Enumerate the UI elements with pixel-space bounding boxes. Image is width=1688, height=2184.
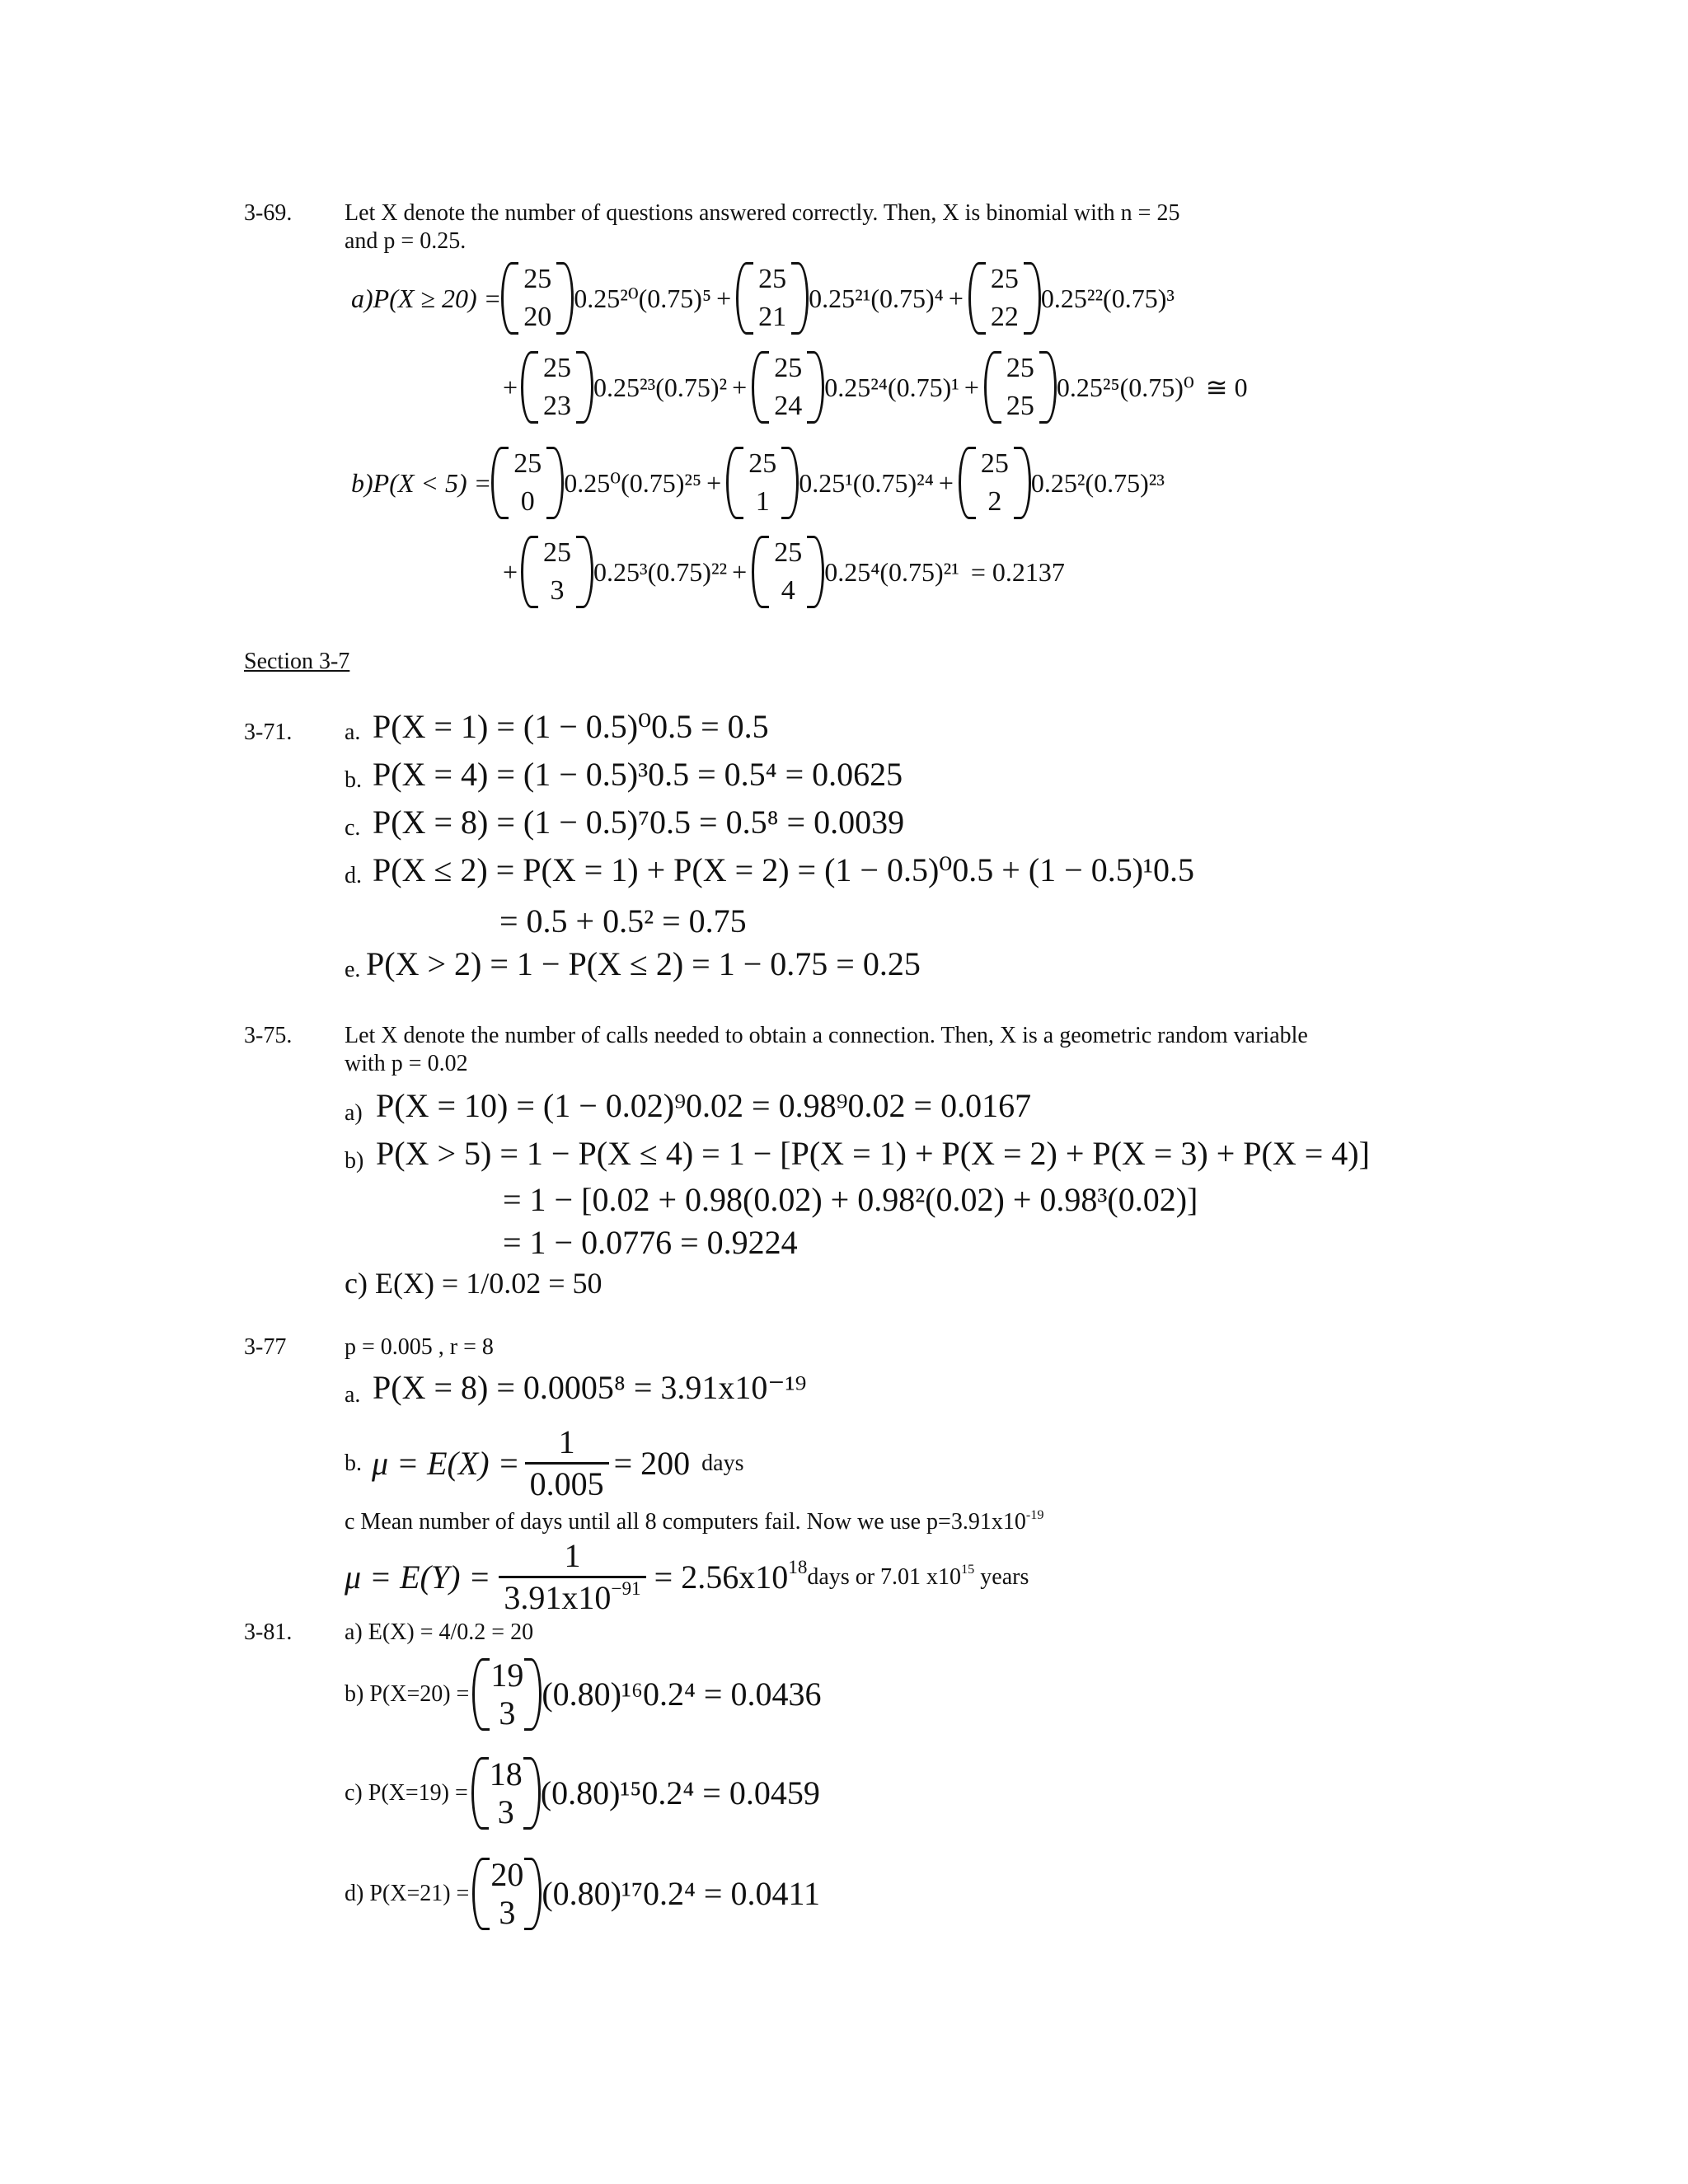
equation-3-75a: P(X = 10) = (1 − 0.02)⁹0.02 = 0.98⁹0.02 = 0.0167 [376, 1087, 1032, 1124]
binomial-coefficient: 25 25 [984, 349, 1057, 425]
result-value: = 200 [613, 1444, 691, 1482]
fraction: $\frac{1}{0.005}$ [525, 1422, 609, 1504]
binomial-coefficient: 25 0 [491, 445, 564, 521]
part-label: e. [345, 957, 361, 982]
binomial-coefficient: 25 4 [752, 534, 824, 610]
problem-number-3-69: 3-69. [244, 200, 293, 226]
equation-3-77b [345, 1422, 743, 1504]
binomial-term: (0.80)¹⁷0.2⁴ = 0.0411 [542, 1875, 820, 1912]
fraction: $\frac{1}{3.91x10^{-91}}$ [499, 1536, 645, 1618]
binomial-term: 0.25²⁵(0.75)⁰ [1056, 373, 1194, 402]
part-label: b. [345, 767, 362, 793]
part-label: b) [345, 1148, 364, 1174]
binomial-coefficient: 25 24 [752, 349, 824, 425]
equation-3-81b [345, 1657, 821, 1732]
binomial-term: 0.25²²(0.75)³ [1040, 283, 1175, 313]
problem-number-3-75: 3-75. [244, 1023, 293, 1048]
problem-number-3-77: 3-77 [244, 1334, 287, 1360]
equation-3-75b-cont2: = 1 − 0.0776 = 0.9224 [503, 1224, 798, 1261]
equation-3-69a-row1: a)P(X ≥ 20) = 25 20 0.25²⁰(0.75)⁵ + 25 21 0.25²¹(0.75)⁴ + 25 22 0.25²²(0.75)³ [351, 260, 1175, 336]
equation-3-69b-row1: b)P(X < 5) = 25 0 0.25⁰(0.75)²⁵ + 25 1 0.25¹(0.75)²⁴ + 25 2 0.25²(0.75)²³ [351, 445, 1165, 521]
part-label: b. [345, 1450, 362, 1476]
binomial-coefficient: 25 23 [521, 349, 593, 425]
equation-3-77a: P(X = 8) = 0.0005⁸ = 3.91x10⁻¹⁹ [373, 1369, 807, 1406]
problem-3-77-params: p = 0.005 , r = 8 [345, 1334, 494, 1360]
equation-3-71e: P(X > 2) = 1 − P(X ≤ 2) = 1 − 0.75 = 0.25 [366, 945, 921, 982]
binomial-term: (0.80)¹⁵0.2⁴ = 0.0459 [540, 1774, 820, 1811]
binomial-coefficient: 25 2 [959, 445, 1031, 521]
binomial-coefficient: 25 3 [521, 534, 593, 610]
problem-3-69-intro-line1: Let X denote the number of questions answered correctly. Then, X is binomial with n = 25 [345, 200, 1180, 226]
equation-3-71a: P(X = 1) = (1 − 0.5)⁰0.5 = 0.5 [373, 708, 769, 745]
binomial-coefficient: 20 3 [472, 1856, 542, 1932]
part-label: c. [345, 815, 361, 841]
equation-3-75b: P(X > 5) = 1 − P(X ≤ 4) = 1 − [P(X = 1) + P(X = 2) + P(X = 3) + P(X = 4)] [376, 1135, 1370, 1172]
equation-3-71b: P(X = 4) = (1 − 0.5)³0.5 = 0.5⁴ = 0.0625 [373, 756, 903, 793]
result-value: = 0.2137 [970, 556, 1065, 587]
binomial-term: 0.25⁴(0.75)²¹ [824, 556, 959, 587]
binomial-term: 0.25¹(0.75)²⁴ [799, 467, 934, 498]
equation-lhs: b)P(X < 5) = [351, 467, 492, 498]
unit-label: days [701, 1450, 744, 1476]
equation-3-77c [345, 1536, 1029, 1618]
part-label: c) P(X=19) = [345, 1780, 468, 1806]
binomial-term: 0.25²¹(0.75)⁴ [809, 283, 944, 313]
problem-number-3-81: 3-81. [244, 1619, 293, 1645]
equation-lhs: a)P(X ≥ 20) = [351, 283, 502, 313]
binomial-term: 0.25⁰(0.75)²⁵ [564, 468, 702, 498]
binomial-coefficient: 25 20 [501, 260, 574, 336]
binomial-term: 0.25²(0.75)²³ [1030, 467, 1165, 498]
binomial-coefficient: 18 3 [471, 1755, 541, 1831]
unit-label: days or 7.01 $x10^{15}$ years [807, 1562, 1029, 1590]
part-label: d) P(X=21) = [345, 1881, 470, 1906]
part-label: a. [345, 1382, 361, 1408]
equation-lhs: μ = E(Y) = [345, 1558, 491, 1596]
binomial-term: 0.25²⁰(0.75)⁵ [574, 284, 712, 313]
part-label: b) P(X=20) = [345, 1681, 470, 1707]
problem-number-3-71: 3-71. [244, 719, 293, 745]
binomial-coefficient: 25 22 [968, 260, 1041, 336]
binomial-term: 0.25²⁴(0.75)¹ [824, 372, 959, 402]
binomial-term: 0.25²³(0.75)² [593, 372, 728, 402]
equation-3-81c [345, 1755, 820, 1831]
equation-3-69b-row2: + 25 3 0.25³(0.75)²² + 25 4 0.25⁴(0.75)²¹ = 0.2137 [503, 534, 1065, 610]
binomial-term: (0.80)¹⁶0.2⁴ = 0.0436 [542, 1675, 822, 1713]
part-label: d. [345, 863, 362, 888]
problem-3-69-intro-line2: and p = 0.25. [345, 228, 467, 254]
problem-3-75-intro-line1: Let X denote the number of calls needed to obtain a connection. Then, X is a geometric random variable [345, 1023, 1308, 1048]
equation-3-81d [345, 1856, 820, 1932]
section-heading: Section 3-7 [244, 649, 350, 674]
equation-3-71c: P(X = 8) = (1 − 0.5)⁷0.5 = 0.5⁸ = 0.0039 [373, 804, 905, 841]
approx-zero: ≅ 0 [1205, 373, 1248, 402]
equation-3-71d: P(X ≤ 2) = P(X = 1) + P(X = 2) = (1 − 0.5)⁰0.5 + (1 − 0.5)¹0.5 [373, 851, 1195, 888]
equation-3-69a-row2: + 25 23 0.25²³(0.75)² + 25 24 0.25²⁴(0.75)¹ + 25 25 0.25²⁵(0.75)⁰ ≅ 0 [503, 349, 1248, 425]
equation-3-75b-cont1: = 1 − [0.02 + 0.98(0.02) + 0.98²(0.02) + 0.98³(0.02)] [503, 1181, 1198, 1218]
problem-3-75-intro-line2: with p = 0.02 [345, 1051, 468, 1076]
binomial-coefficient: 19 3 [472, 1657, 542, 1732]
binomial-term: 0.25³(0.75)²² [593, 556, 728, 587]
equation-3-71d-cont: = 0.5 + 0.5² = 0.75 [499, 902, 747, 940]
result-value: = $2.56x10^{18}$ [654, 1557, 808, 1596]
binomial-coefficient: 25 21 [736, 260, 809, 336]
binomial-coefficient: 25 1 [726, 445, 799, 521]
part-label: a) [345, 1100, 363, 1126]
equation-3-75c: c) E(X) = 1/0.02 = 50 [345, 1267, 603, 1300]
equation-lhs: μ = E(X) = [372, 1444, 520, 1482]
problem-3-77c-text: c Mean number of days until all 8 computers fail. Now we use $p=3.91x10^{-19}$ [345, 1507, 1044, 1535]
equation-3-81a: a) E(X) = 4/0.2 = 20 [345, 1619, 534, 1645]
part-label: a. [345, 719, 361, 745]
